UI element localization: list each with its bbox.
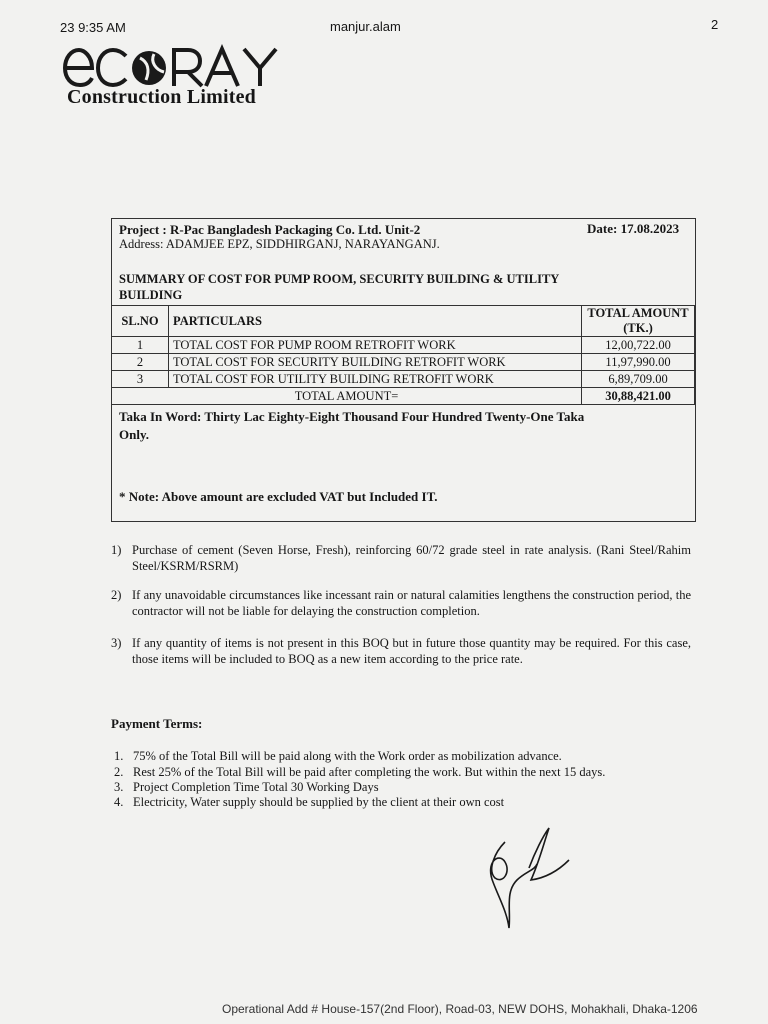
payment-term-item [114,780,379,795]
payment-term-item [114,765,605,780]
row-amount: 12,00,722.00 [582,337,695,354]
row-particular: TOTAL COST FOR SECURITY BUILDING RETROFIT WORK [169,354,582,371]
print-username: manjur.alam [330,19,401,34]
row-particular: TOTAL COST FOR PUMP ROOM RETROFIT WORK [169,337,582,354]
column-header-slno: SL.NO [112,306,169,337]
payment-term-number: 2. [114,765,124,779]
condition-text: Purchase of cement (Seven Horse, Fresh), reinforcing 60/72 grade steel in rate analysis. (Rani Steel/Rahim Steel/KSRM/RSRM) [132,543,691,573]
condition-number: 1) [111,543,122,557]
row-slno: 2 [112,354,169,371]
row-slno: 1 [112,337,169,354]
row-slno: 3 [112,371,169,388]
total-label: TOTAL AMOUNT= [112,388,582,405]
condition-text: If any unavoidable circumstances like incessant rain or natural calamities lengthens the construction period, the contractor will not be liable for delaying the construction completion. [132,588,691,618]
table-header-row [112,306,695,337]
project-name: Project : R-Pac Bangladesh Packaging Co. Ltd. Unit-2 [119,222,421,237]
condition-item [111,587,691,619]
table-row [112,337,695,354]
signature [465,822,575,932]
payment-term-number: 4. [114,795,124,809]
payment-term-text: Electricity, Water supply should be supplied by the client at their own cost [133,795,505,809]
document-date: Date: 17.08.2023 [587,221,680,236]
payment-term-item [114,795,504,810]
condition-text: If any quantity of items is not present in this BOQ but in future those quantity may be required. For this case, those items will be included to BOQ as a new item according to the price rate. [132,636,691,666]
company-logo [62,44,282,90]
summary-title: SUMMARY OF COST FOR PUMP ROOM, SECURITY BUILDING & UTILITY BUILDING [119,272,559,302]
payment-term-text: Rest 25% of the Total Bill will be paid after completing the work. But within the next 15 days. [133,765,606,779]
print-timestamp: 23 9:35 AM [60,20,126,35]
company-name: Construction Limited [67,86,256,108]
payment-term-item [114,749,562,764]
project-address: Address: ADAMJEE EPZ, SIDDHIRGANJ, NARAYANGANJ. [119,237,440,251]
amount-in-words: Taka In Word: Thirty Lac Eighty-Eight Thousand Four Hundred Twenty-One Taka Only. [119,409,585,442]
condition-number: 2) [111,588,122,602]
table-row [112,354,695,371]
cost-summary-table [111,305,695,405]
row-amount: 6,89,709.00 [582,371,695,388]
condition-item [111,542,691,574]
payment-term-text: 75% of the Total Bill will be paid along with the Work order as mobilization advance. [133,749,562,763]
total-amount: 30,88,421.00 [582,388,695,405]
total-row [112,388,695,405]
table-row [112,371,695,388]
payment-term-text: Project Completion Time Total 30 Working Days [133,780,379,794]
payment-term-number: 3. [114,780,124,794]
footer-address: Operational Add # House-157(2nd Floor), Road-03, NEW DOHS, Mohakhali, Dhaka-1206 [222,1002,698,1016]
payment-terms-heading: Payment Terms: [111,716,203,731]
page-number: 2 [711,17,719,32]
payment-term-number: 1. [114,749,124,763]
row-amount: 11,97,990.00 [582,354,695,371]
condition-number: 3) [111,636,122,650]
row-particular: TOTAL COST FOR UTILITY BUILDING RETROFIT WORK [169,371,582,388]
vat-note: * Note: Above amount are excluded VAT but Included IT. [119,489,438,504]
column-header-particulars: PARTICULARS [169,306,582,337]
condition-item [111,635,691,667]
column-header-amount: TOTAL AMOUNT (TK.) [582,306,695,337]
